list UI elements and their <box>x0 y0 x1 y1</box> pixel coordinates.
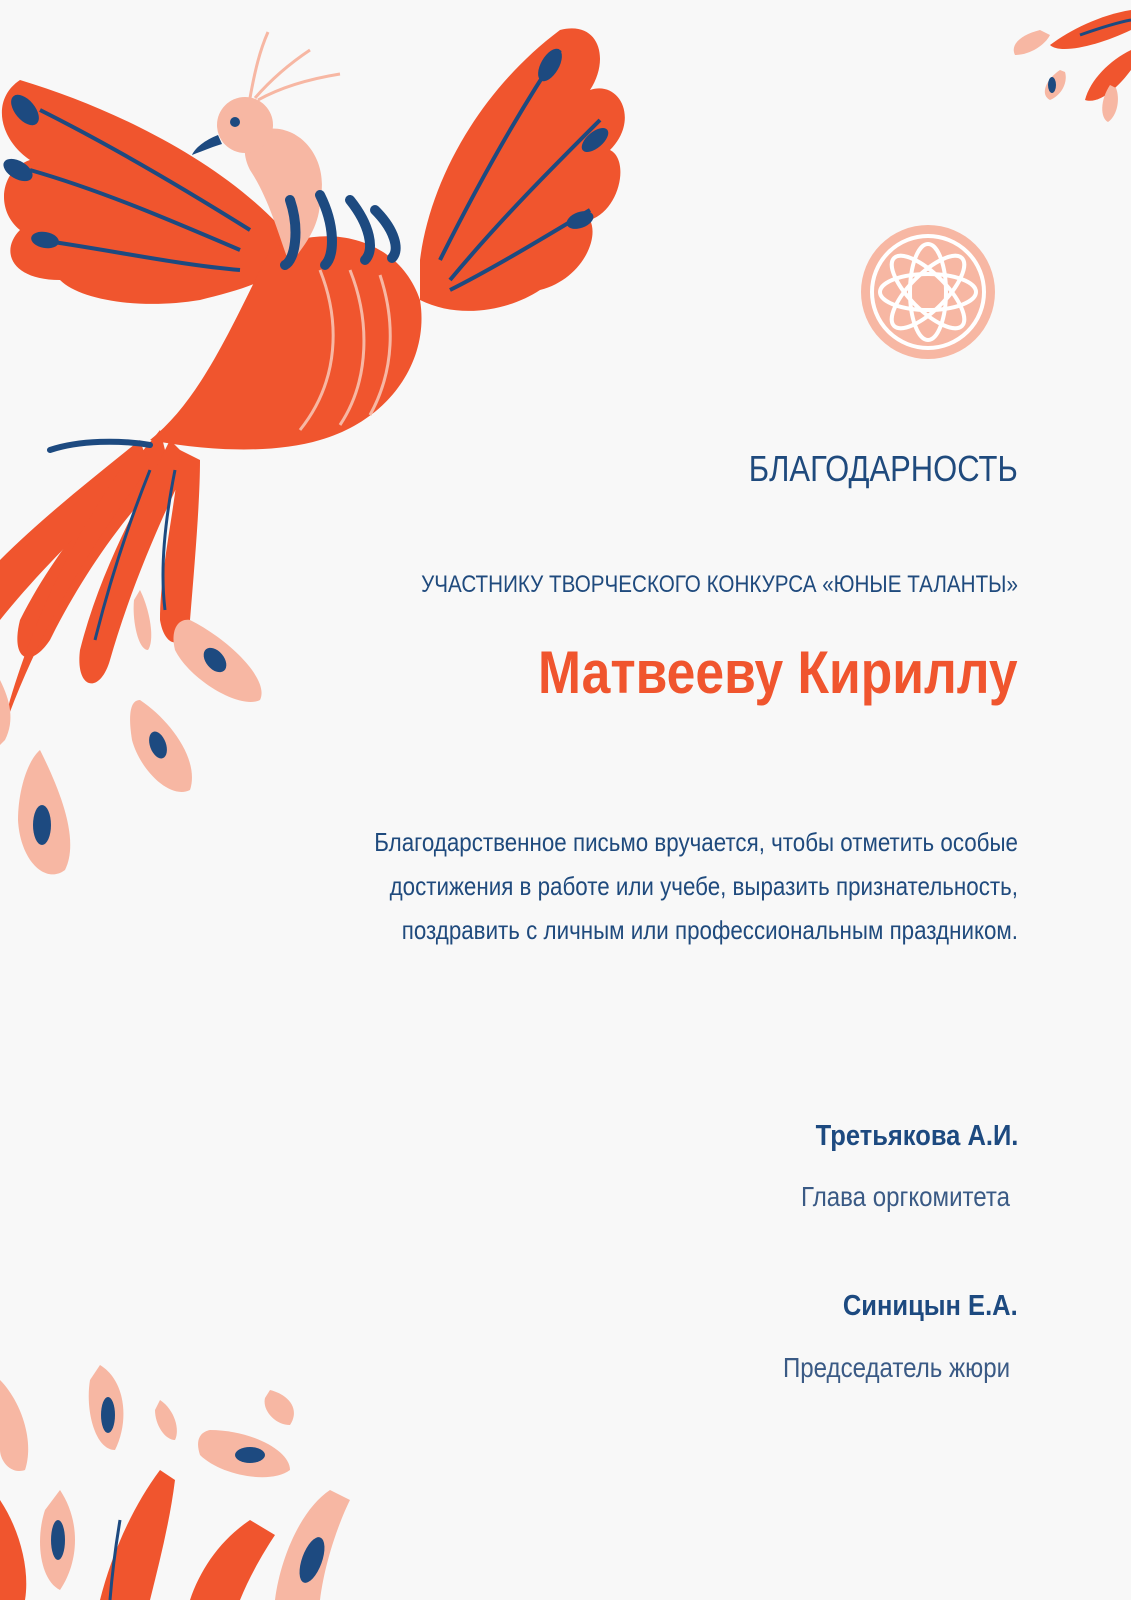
feather-cluster-top-right <box>1014 10 1131 122</box>
body-line: достижения в работе или учебе, выразить признательность, <box>389 871 1018 901</box>
body-paragraph <box>364 820 1018 952</box>
firebird-illustration <box>0 28 625 874</box>
signature-role: Председатель жюри <box>782 1352 1010 1383</box>
flower-ornament <box>861 225 995 359</box>
document-subtitle: УЧАСТНИКУ ТВОРЧЕСКОГО КОНКУРСА «ЮНЫЕ ТАЛАНТЫ» <box>421 571 1018 598</box>
document-title: БЛАГОДАРНОСТЬ <box>749 448 1018 489</box>
feather-cluster-bottom-left <box>0 1365 350 1600</box>
signature-name: Синицын Е.А. <box>843 1290 1018 1322</box>
body-line: Благодарственное письмо вручается, чтобы отметить особые <box>374 827 1019 857</box>
signature-role: Глава оргкомитета <box>800 1181 1010 1212</box>
body-line: поздравить с личным или профессиональным праздником. <box>401 915 1018 945</box>
recipient-name: Матвееву Кириллу <box>538 639 1018 706</box>
signature-name: Третьякова А.И. <box>815 1120 1018 1152</box>
